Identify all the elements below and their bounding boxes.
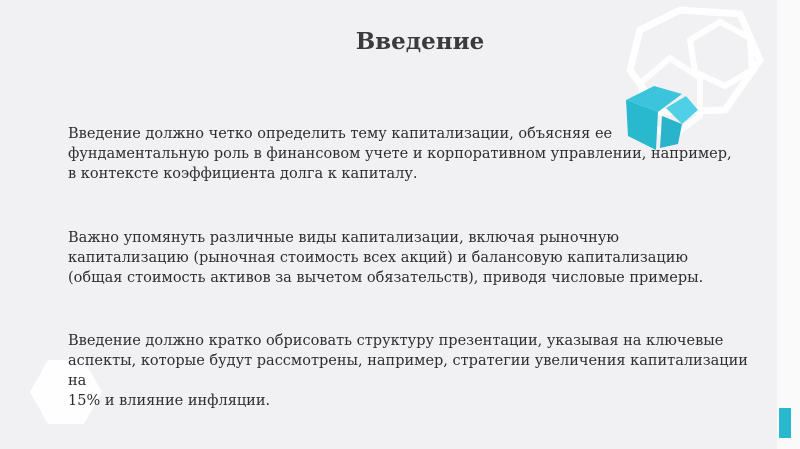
paragraph-structure: Введение должно кратко обрисовать структуру презентации, указывая на ключевые аспекты, которые будут рассмотрены, например, стратегии увеличения капитализации на 15% и влияние инфляции. xyxy=(68,333,748,409)
page-title: Введение xyxy=(355,28,485,55)
paragraph-intro: Введение должно четко определить тему капитализации, объясняя ее фундаментальную роль в финансовом учете и корпоративном управлении, например, в контексте коэффициента долга к капиталу. xyxy=(68,126,732,182)
right-edge-panel xyxy=(777,0,800,449)
paragraph-types: Важно упомянуть различные виды капитализации, включая рыночную капитализацию (рыночная стоимость всех акций) и балансовую капитализацию (общая стоимость активов за вычетом обязательств), приводя числовые примеры. xyxy=(68,230,704,286)
slide-scroll-tab[interactable] xyxy=(779,408,791,438)
